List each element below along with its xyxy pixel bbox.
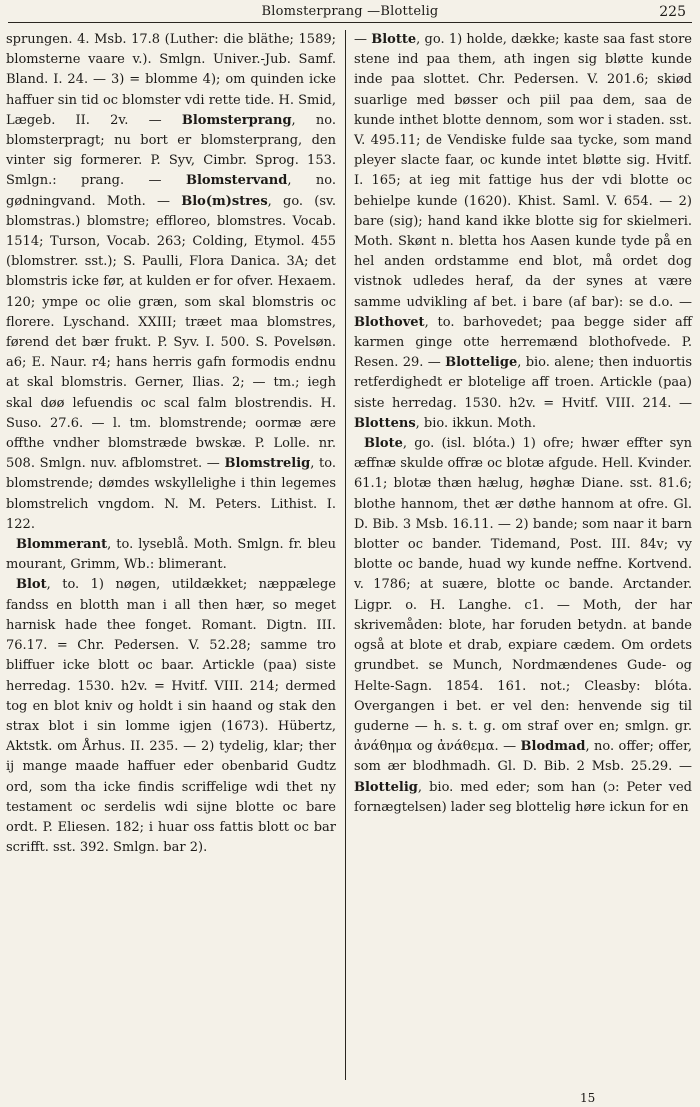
- headword: Blomsterprang: [181, 112, 292, 128]
- entry-text: , go. (isl. blóta.) 1) ofre; hwær effter syn æffnæ skulde offræ oc blotæ afgude. Hell. Kvinder. 61.1; blotæ thæn hælug, høghæ Diane. sst. 81.6; blothe hannom, thet ær døthe hannom at ofre. Gl. D. Bib. 3 Msb. 16.11. — 2) bande; som naar it barn blotter oc bander. Tidemand, Post. III. 84v; vy blotte oc bande, huad wy kunde neffne. Kortvend. v. 1786; at suære, blotte oc bande. Arctander. Ligpr. o. H. Langhe. c1. — Moth, der har skrivemåden: blote, har foruden betydn. at bande også at blote et drab, expiare cædem. Om ordets grundbet. se Munch, Nordmændenes Gude- og Helte-Sagn. 1854. 161. not.; Cleasby: blóta. Overgangen i bet. er vel den: henvende sig til guderne — h. s. t. g. om straf over en; smlgn. gr. ἀνάθημα og ἀνάθεμα. —: [354, 436, 692, 755]
- header-rule: [8, 22, 692, 23]
- dictionary-entry: [354, 30, 692, 434]
- headword: Blodmad: [520, 739, 586, 755]
- dictionary-entry: [6, 535, 336, 575]
- headword: Blomstervand: [186, 173, 288, 189]
- headword: Blot: [16, 577, 47, 593]
- entry-text: , no. blomsterpragt; nu bort er blomsterprang, den vinter sig formerer. P. Syv, Cimbr. Sprog. 153. Smlgn.: prang. —: [6, 112, 337, 189]
- entry-text: , to. barhovedet; paa begge sider aff karmen ginge otte herremænd blothofvede. P. Resen. 29. —: [354, 314, 692, 371]
- headword: Blottelig: [354, 779, 418, 795]
- signature-mark: 15: [580, 1091, 596, 1105]
- headword: Blotte: [371, 32, 417, 47]
- entry-text: , to. blomstrende; dømdes wskyllelighe i thin legemes blomstrelich vngdom. N. M. Peters. Lithist. I. 122.: [6, 456, 336, 532]
- entry-text: sprungen. 4. Msb. 17.8 (Luther: die bläthe; 1589; blomsterne vaare v.). Smlgn. Univer.-Jub. Samf. Bland. I. 24. — 3) = blomme 4); om quinden icke haffuer sin tid oc blomster vdi rette tide. H. Smid, Lægeb. II. 2v.: [6, 32, 336, 128]
- dictionary-entry: [6, 30, 336, 535]
- entry-text: , go. (sv. blomstras.) blomstre; effloreo, blomstres. Vocab. 1514; Turson, Vocab. 263; Colding, Etymol. 455 (blomstrer. sst.); S. Paulli, Flora Danica. 3A; det blomstris icke før, at kulden er for ofver. Hexaem. 120; ympe oc olie græn, som skal blomstris oc florere. Lyschand. XXIII; træet maa blomstres, førend det bær frukt. P. Syv. I. 500. S. Povelsøn. a6; E. Naur. r4; hans herris gafn formodis endnu at skal blomstris. Gerner, Ilias. 2; — tm.; iegh skal døø lefuendis oc scal falm blostrendis. H. Suso. 27.6. — l. tm. blomstrende; oormæ ære offthe vndher blomstræde bwskæ. P. Lolle. nr. 508. Smlgn. nuv. afblomstret. —: [6, 193, 336, 472]
- dictionary-entry: [6, 575, 336, 858]
- entry-text: , to. lyseblå. Moth. Smlgn. fr. bleu mourant, Grimm, Wb.: blimerant.: [6, 537, 336, 573]
- entry-text: , bio. alene; then induortis retferdighedt er blotelige aff troen. Artickle (paa) siste herredag. 1530. h2v. = Hvitf. VIII. 214. —: [354, 355, 692, 411]
- entry-text: , no. gødningvand. Moth. —: [6, 173, 336, 209]
- headword: Blothovet: [354, 314, 425, 330]
- entry-text: , go. 1) holde, dække; kaste saa fast store stene ind paa them, ath ingen sig bløtte kunde inde paa slottet. Chr. Pedersen. V. 201.6; skiød suarlige med bøsser och piil paa dem, saa de kunde inthet blotte dennom, som wor i staden. sst. V. 495.11; de Vendiske fulde saa tycke, som mand pleyer slacte faar, oc kunde intet bløtte sig. Hvitf. I. 165; at ieg mit fattige hus der vdi blotte oc behielpe kunde (1620). Khist. Saml. V. 654. — 2) bare (sig); hand kand ikke blotte sig for skielmeri. Moth. Skønt n. bletta hos Aasen kunde tyde på en hel anden ordstamme end blot, må ordet dog vistnok udledes heraf, da der synes at være samme udvikling af bet. i bare (af bar): se d.o. —: [354, 32, 692, 310]
- running-header: Blomsterprang —Blottelig: [261, 4, 439, 19]
- left-column: [6, 30, 336, 858]
- entry-text: , no. offer; offer, som ær blodhmadh. Gl. D. Bib. 2 Msb. 25.29. —: [354, 739, 692, 775]
- entry-text: , bio. ikkun. Moth.: [415, 415, 537, 431]
- entry-dash: —: [148, 112, 182, 128]
- right-column: [354, 30, 692, 818]
- entry-text: , bio. med eder; som han (ɔ: Peter ved fornægtelsen) lader seg blottelig høre ickun for en: [354, 779, 692, 815]
- headword: Blottelige: [445, 355, 518, 371]
- page-number: 225: [659, 4, 686, 20]
- headword: Blomstrelig: [224, 456, 311, 472]
- headword: Blo(m)stres: [181, 193, 268, 209]
- dictionary-entry: [354, 434, 692, 818]
- headword: Blottens: [354, 415, 416, 431]
- headword: Blote: [364, 436, 403, 452]
- entry-text: , to. 1) nøgen, utildækket; næppælege fandss en blotth man i all then hær, so meget harnisk hade thee fonget. Romant. Digtn. III. 76.17. = Chr. Pedersen. V. 52.28; samme tro bliffuer icke blott oc baar. Artickle (paa) siste herredag. 1530. h2v. = Hvitf. VIII. 214; dermed tog en blot kniv og holdt i sin haand og stak den strax blot i sin lomme igjen (1673). Hübertz, Aktstk. om Århus. II. 235. — 2) tydelig, klar; ther ij mange maade haffuer eder obenbarid Gudtz ord, som tha icke findis scriffelige wdi thet ny testament oc serdelis wdi sijne blotte oc bare ordt. P. Eliesen. 182; i huar oss fattis blott oc bar scrifft. sst. 392. Smlgn. bar 2).: [6, 577, 336, 856]
- headword: Blommerant: [16, 537, 108, 553]
- column-divider: [345, 30, 346, 1080]
- entry-dash: —: [354, 32, 372, 47]
